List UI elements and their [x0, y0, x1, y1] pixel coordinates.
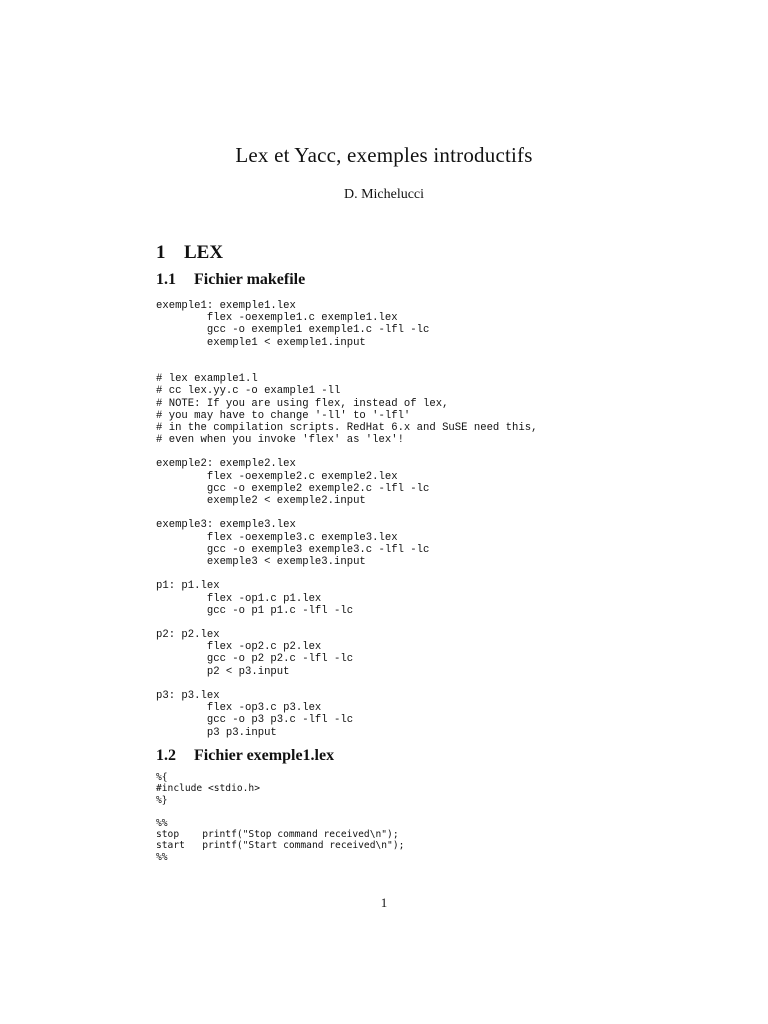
- code-line: exemple2 < exemple2.input: [156, 495, 366, 507]
- code-line: stop printf("Stop command received\n");: [156, 828, 399, 840]
- code-line: [156, 349, 537, 361]
- code-line: gcc -o p2 p2.c -lfl -lc: [156, 653, 354, 666]
- code-line: flex -oexemple3.c exemple3.lex: [156, 531, 398, 544]
- code-line: flex -oexemple1.c exemple1.lex: [156, 312, 398, 325]
- code-line: p2 < p3.input: [156, 665, 290, 678]
- code-line: exemple1: exemple1.lex: [156, 300, 296, 312]
- subsection-title: Fichier makefile: [194, 271, 306, 288]
- subsection-heading-exemple1-lex: [156, 747, 334, 765]
- subsection-number: 1.1: [156, 271, 176, 288]
- subsection-heading-makefile: [156, 271, 305, 289]
- code-line: flex -oexemple2.c exemple2.lex: [156, 470, 398, 483]
- code-line: exemple1 < exemple1.input: [156, 336, 366, 349]
- code-line: %{: [156, 772, 168, 783]
- document-title: Lex et Yacc, exemples introductifs: [235, 143, 533, 167]
- code-line: gcc -o exemple3 exemple3.c -lfl -lc: [156, 543, 430, 556]
- code-line: exemple2: exemple2.lex: [156, 458, 296, 471]
- code-line: flex -op3.c p3.lex: [156, 702, 322, 715]
- code-line: [156, 507, 537, 519]
- code-line: # in the compilation scripts. RedHat 6.x and SuSE need this,: [156, 421, 538, 434]
- code-line: [156, 617, 537, 629]
- code-line: [156, 446, 537, 458]
- code-line: p3 p3.input: [156, 726, 277, 739]
- code-line: [156, 678, 537, 690]
- code-line: flex -op1.c p1.lex: [156, 592, 322, 605]
- code-line: exemple3: exemple3.lex: [156, 519, 296, 532]
- subsection-number: 1.2: [156, 747, 176, 764]
- document-author: D. Michelucci: [343, 187, 425, 202]
- code-line: # NOTE: If you are using flex, instead of lex,: [156, 397, 449, 410]
- code-line: #include <stdio.h>: [156, 783, 260, 795]
- code-line: gcc -o p3 p3.c -lfl -lc: [156, 714, 354, 727]
- code-line: %}: [156, 794, 168, 806]
- code-line: # lex example1.l: [156, 373, 258, 386]
- code-line: p1: p1.lex: [156, 580, 220, 593]
- code-line: p2: p2.lex: [156, 629, 220, 642]
- code-line: [156, 361, 537, 373]
- section-number: 1: [156, 242, 166, 263]
- section-title: LEX: [184, 242, 224, 263]
- code-line: flex -op2.c p2.lex: [156, 641, 322, 654]
- code-line: start printf("Start command received\n");: [156, 840, 405, 852]
- code-line: [156, 568, 537, 580]
- makefile-code-block: [156, 300, 537, 739]
- code-line: gcc -o exemple2 exemple2.c -lfl -lc: [156, 482, 430, 495]
- code-line: gcc -o p1 p1.c -lfl -lc: [156, 604, 354, 617]
- code-line: exemple3 < exemple3.input: [156, 555, 366, 568]
- code-line: %%: [156, 817, 168, 829]
- code-line: %%: [156, 851, 168, 863]
- code-line: p3: p3.lex: [156, 690, 220, 702]
- code-line: # cc lex.yy.c -o example1 -ll: [156, 385, 341, 398]
- section-heading-lex: [156, 242, 223, 264]
- code-line: # even when you invoke 'flex' as 'lex'!: [156, 434, 404, 447]
- code-line: gcc -o exemple1 exemple1.c -lfl -lc: [156, 324, 430, 337]
- page-number: 1: [380, 895, 388, 910]
- code-line: [156, 806, 404, 817]
- code-line: # you may have to change '-ll' to '-lfl': [156, 409, 411, 422]
- subsection-title: Fichier exemple1.lex: [194, 747, 335, 764]
- lex-code-block: [156, 772, 404, 863]
